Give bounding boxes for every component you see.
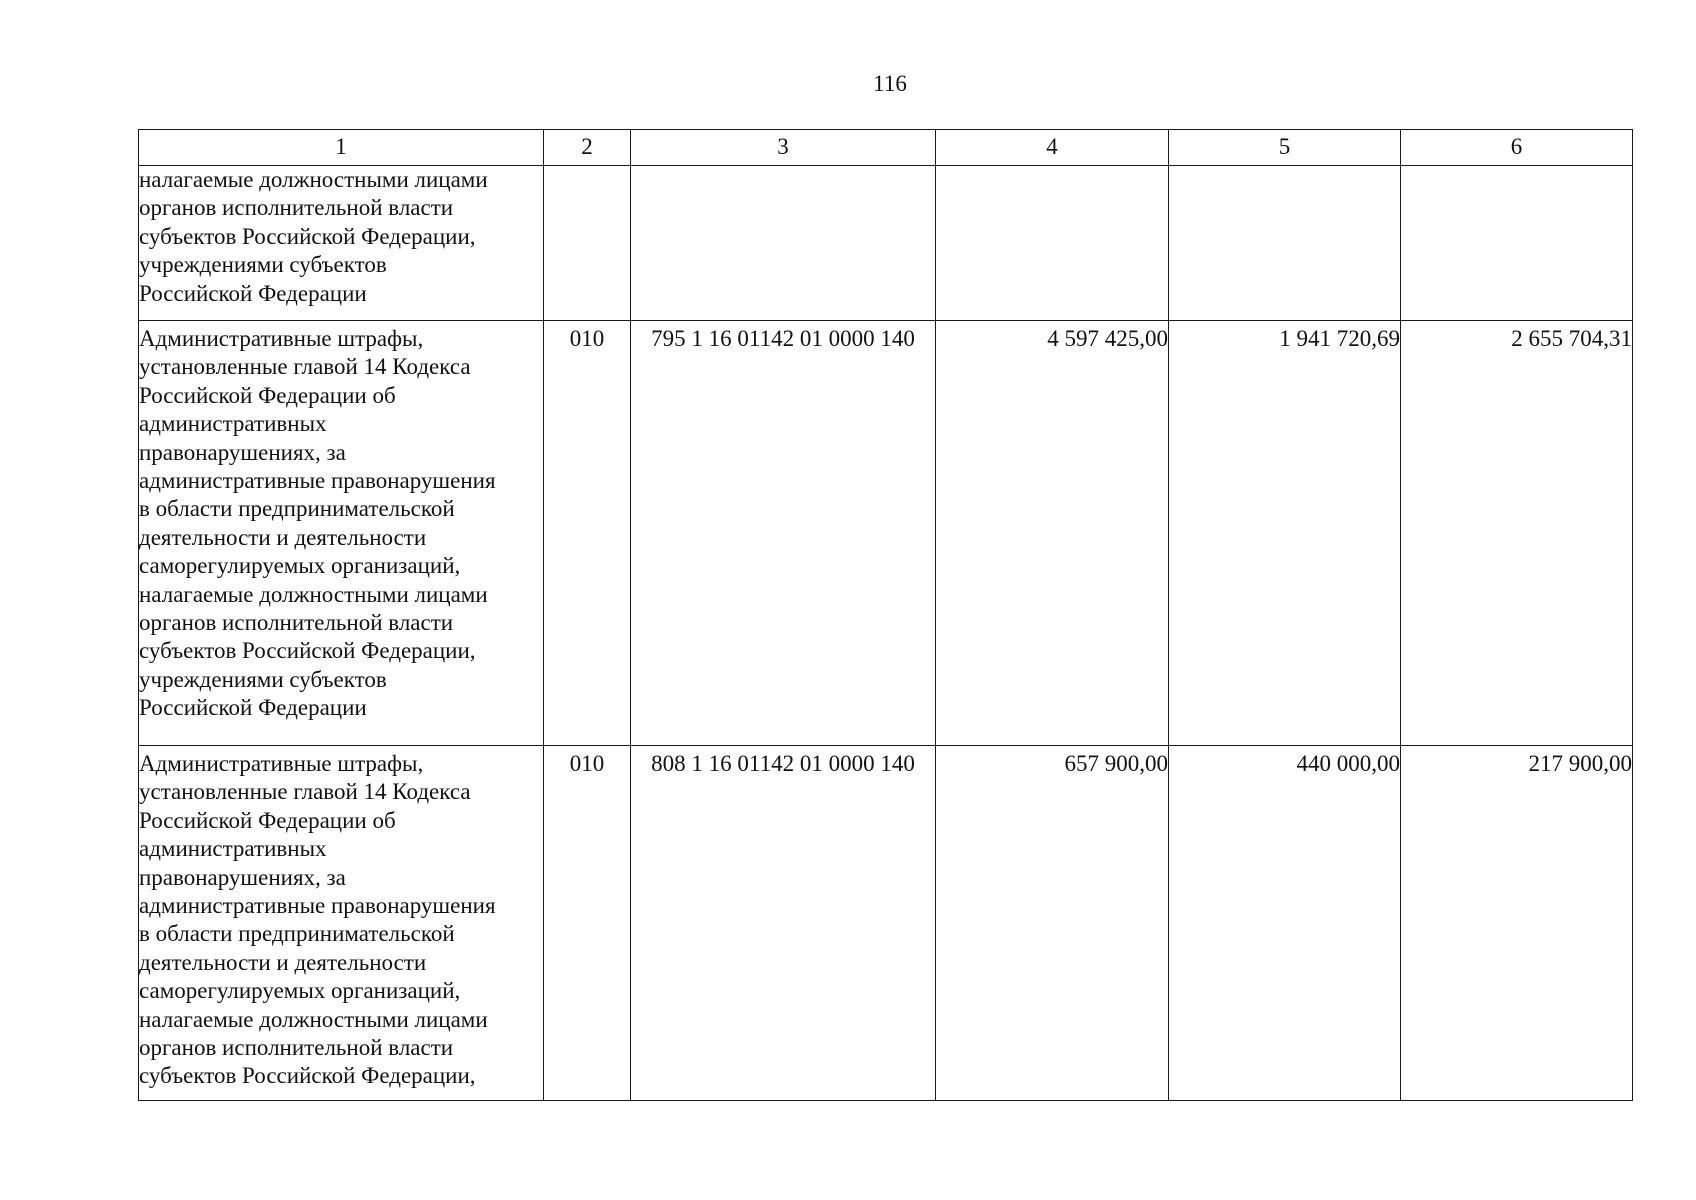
row-line-code-cell: 010 [544,746,631,1101]
row-executed-cell: 440 000,00 [1169,746,1401,1101]
row-executed-cell [1169,166,1401,321]
table-header-row [139,130,1633,166]
report-table [138,129,1633,1101]
row-approved-cell: 657 900,00 [936,746,1169,1101]
row-line-code-cell [544,166,631,321]
column-header-3: 3 [631,130,936,166]
page-number: 116 [873,71,907,96]
column-header-6: 6 [1401,130,1633,166]
row-executed-cell: 1 941 720,69 [1169,321,1401,746]
column-header-5: 5 [1169,130,1401,166]
row-remaining-cell [1401,166,1633,321]
row-remaining-cell: 217 900,00 [1401,746,1633,1101]
table-row [139,746,1633,1101]
row-income-code-cell: 795 1 16 01142 01 0000 140 [631,321,936,746]
row-name-cell: Административные штрафы, установленные главой 14 Кодекса Российской Федерации об административных правонарушениях, за административные правонарушения в области предпринимательской деятельности и деятельности саморегулируемых организаций, налагаемые должностными лицами органов исполнительной власти субъектов Российской Федерации, [139,746,544,1101]
row-approved-cell [936,166,1169,321]
column-header-4: 4 [936,130,1169,166]
row-name-cell: Административные штрафы, установленные главой 14 Кодекса Российской Федерации об административных правонарушениях, за административные правонарушения в области предпринимательской деятельности и деятельности саморегулируемых организаций, налагаемые должностными лицами органов исполнительной власти субъектов Российской Федерации, учреждениями субъектов Российской Федерации [139,321,544,746]
table-row [139,321,1633,746]
row-approved-cell: 4 597 425,00 [936,321,1169,746]
row-remaining-cell: 2 655 704,31 [1401,321,1633,746]
row-name-cell: налагаемые должностными лицами органов исполнительной власти субъектов Российской Федерации, учреждениями субъектов Российской Федерации [139,166,544,321]
column-header-2: 2 [544,130,631,166]
column-header-1: 1 [139,130,544,166]
row-line-code-cell: 010 [544,321,631,746]
table-row [139,166,1633,321]
row-income-code-cell: 808 1 16 01142 01 0000 140 [631,746,936,1101]
row-income-code-cell [631,166,936,321]
